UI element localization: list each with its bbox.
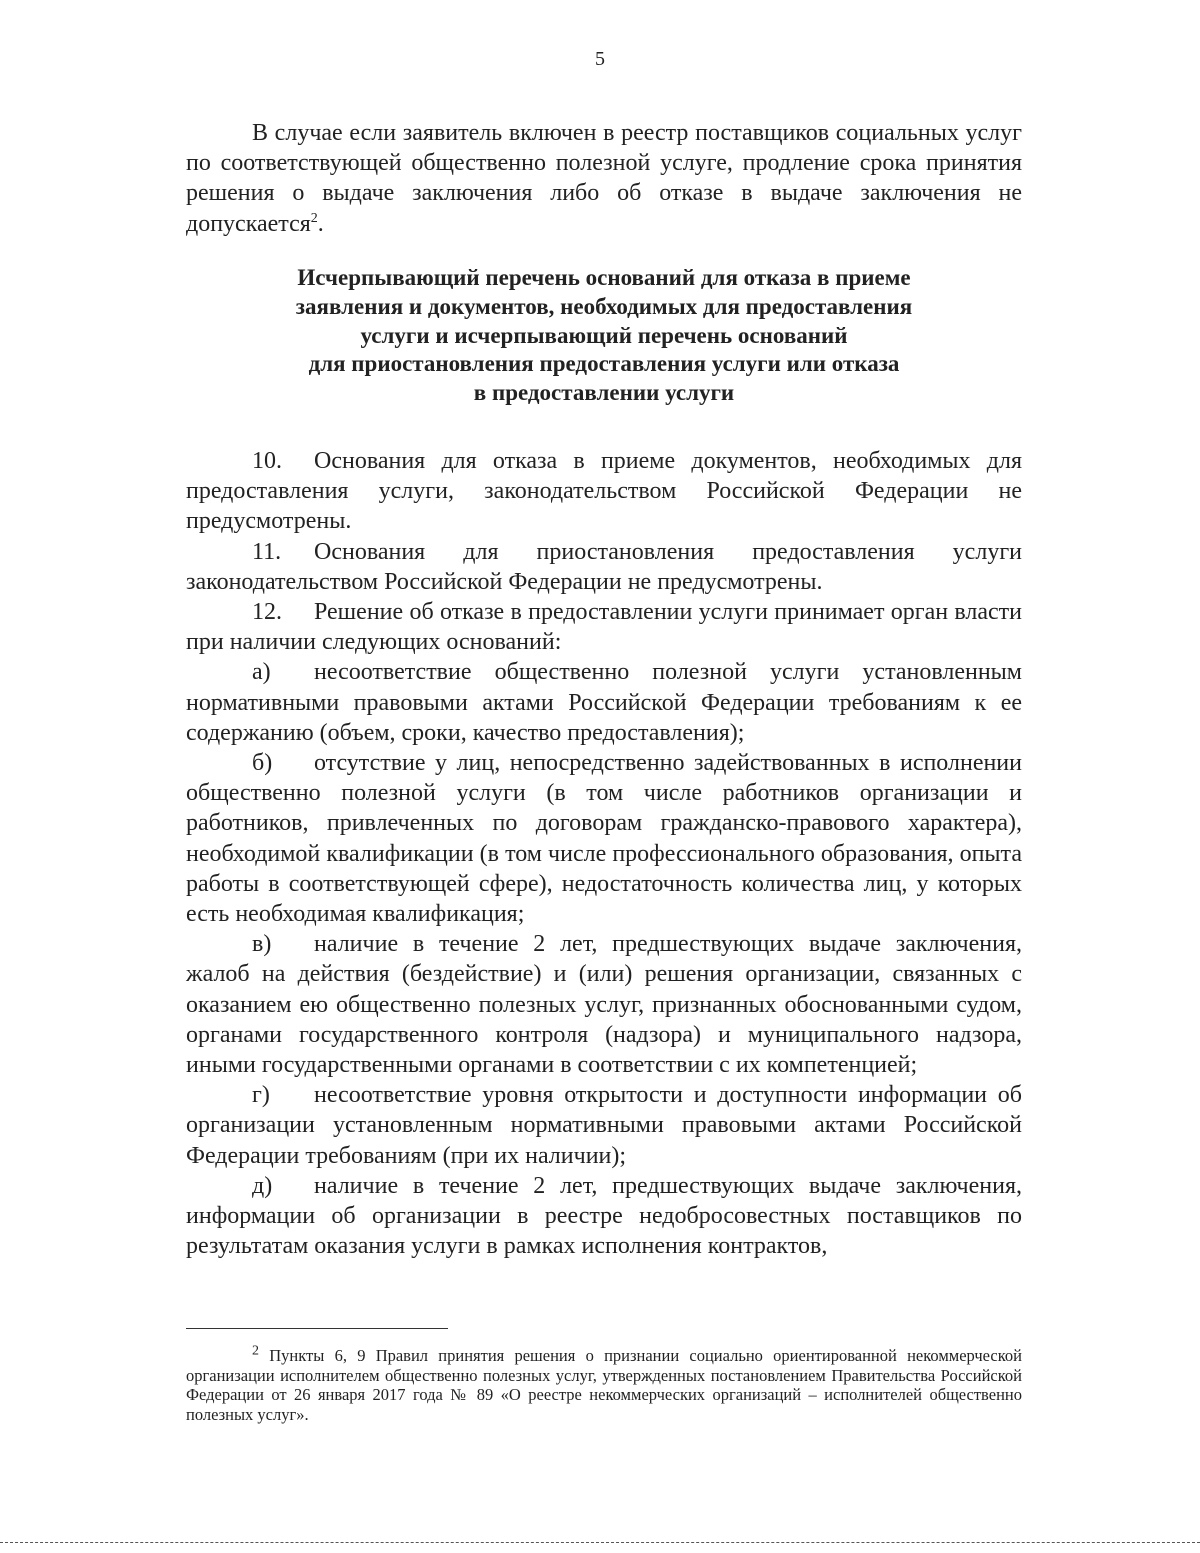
list-marker: б): [252, 750, 273, 777]
paragraph-text: Решение об отказе в предоставлении услуги принимает орган власти при наличии следующих оснований:: [186, 599, 1022, 656]
heading-line: услуги и исчерпывающий перечень оснований: [360, 322, 848, 348]
list-item-g: [186, 1080, 1022, 1171]
footnote-text: Пункты 6, 9 Правил принятия решения о признании социально ориентированной некоммерческой организации исполнителем общественно полезных услуг, утвержденных постановлением Правительства Российской Федерации от 26 января 2017 года № 89 «О реестре некоммерческих организаций – исполнителей общественно полезных услуг».: [186, 1346, 1023, 1424]
paragraph-12: [186, 597, 1022, 657]
list-marker: д): [252, 1172, 273, 1199]
footnote-marker: 2: [252, 1343, 259, 1359]
list-item-text: отсутствие у лиц, непосредственно задействованных в исполнении общественно полезной услуги (в том числе работников организации и работников, привлеченных по договорам гражданско-правового характера), необходимой квалификации (в том числе профессионального образования, опыта работы в соответствующей сфере), недостаточность количества лиц, у которых есть необходимая квалификация;: [186, 750, 1022, 928]
section-heading: [186, 264, 1022, 408]
list-item-b: [186, 748, 1022, 929]
intro-text: В случае если заявитель включен в реестр поставщиков социальных услуг по соответствующей общественно полезной услуге, продление срока принятия решения о выдаче заключения либо об отказе в выдаче заключения не допускается: [186, 120, 1022, 237]
footnote: [186, 1343, 1023, 1424]
list-item-text: наличие в течение 2 лет, предшествующих выдаче заключения, жалоб на действия (бездействие) и (или) решения организации, связанных с оказанием ею общественно полезных услуг, признанных обоснованными судом, органами государственного контроля (надзора) и муниципального надзора, иными государственными органами в соответствии с их компетенцией;: [186, 931, 1022, 1079]
footnote-ref: 2: [310, 210, 318, 226]
intro-end: .: [317, 210, 324, 237]
list-item-text: несоответствие уровня открытости и доступности информации об организации установленным нормативными правовыми актами Российской Федерации требованиям (при их наличии);: [186, 1082, 1022, 1169]
list-marker: а): [252, 659, 271, 686]
paragraph-number: 11.: [252, 538, 282, 565]
paragraph-number: 10.: [252, 448, 282, 474]
paragraph-text: Основания для отказа в приеме документов, необходимых для предоставления услуги, законодательством Российской Федерации не предусмотрены.: [186, 448, 1022, 535]
intro-paragraph: [186, 118, 1022, 239]
scan-edge-line: [0, 1542, 1200, 1543]
list-item-text: наличие в течение 2 лет, предшествующих выдаче заключения, информации об организации в реестре недобросовестных поставщиков по результатам оказания услуги в рамках исполнения контрактов,: [186, 1172, 1022, 1260]
heading-line: Исчерпывающий перечень оснований для отказа в приеме: [297, 265, 911, 290]
list-item-d: [186, 1171, 1022, 1262]
paragraph-text: Основания для приостановления предоставления услуги законодательством Российской Федерации не предусмотрены.: [186, 538, 1022, 595]
heading-line: заявления и документов, необходимых для предоставления: [295, 293, 913, 319]
footnote-separator: [186, 1328, 448, 1329]
paragraph-11: [186, 537, 1022, 597]
heading-line: для приостановления предоставления услуги или отказа: [308, 351, 900, 377]
list-item-text: несоответствие общественно полезной услуги установленным нормативными правовыми актами Российской Федерации требованиям к ее содержанию (объем, сроки, качество предоставления);: [186, 659, 1022, 746]
page-number: 5: [595, 48, 605, 70]
heading-line: в предоставлении услуги: [473, 380, 735, 406]
list-item-a: [186, 657, 1022, 748]
list-item-v: [186, 929, 1022, 1080]
paragraph-number: 12.: [252, 599, 282, 626]
list-marker: г): [252, 1082, 270, 1109]
paragraph-10: [186, 446, 1022, 537]
main-text: [186, 446, 1022, 1261]
list-marker: в): [252, 931, 272, 958]
